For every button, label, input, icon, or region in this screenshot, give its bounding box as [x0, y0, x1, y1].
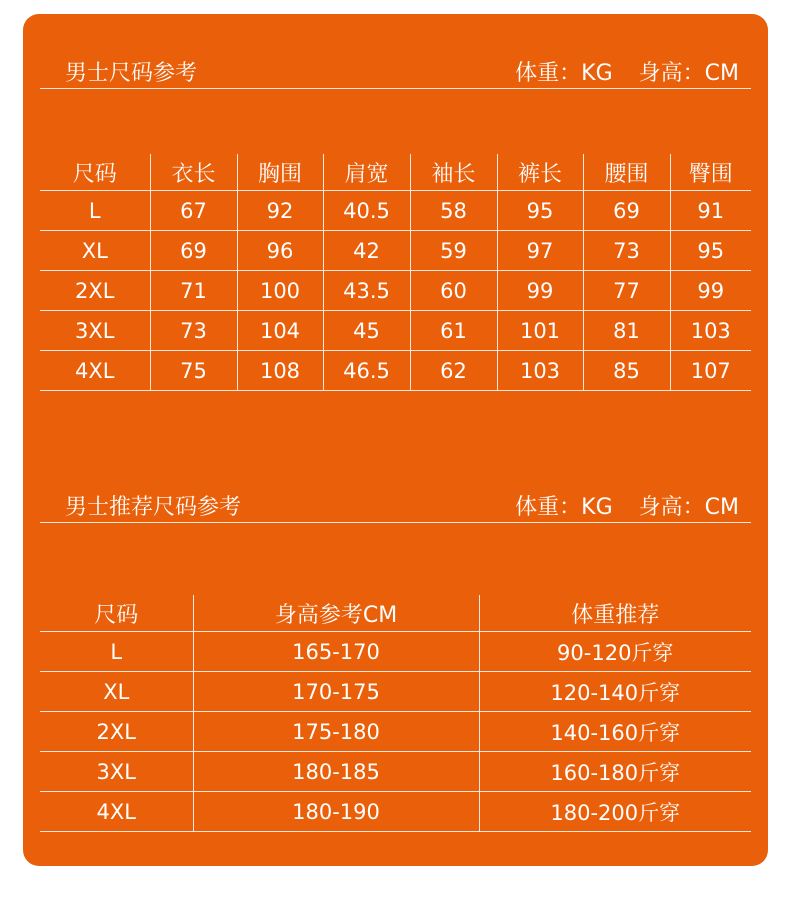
table-cell: 99: [670, 271, 751, 311]
size-chart-title: 男士尺码参考: [65, 61, 198, 86]
table-cell: 69: [583, 191, 670, 231]
table-cell: 43.5: [323, 271, 410, 311]
column-header: 肩宽: [323, 154, 410, 191]
recommend-chart-title: 男士推荐尺码参考: [65, 495, 242, 520]
table-cell: 108: [237, 351, 323, 391]
size-table: [40, 154, 751, 391]
table-cell: 77: [583, 271, 670, 311]
table-cell: 103: [497, 351, 583, 391]
column-header: 体重推荐: [479, 595, 751, 632]
column-header: 胸围: [237, 154, 323, 191]
table-cell: 75: [150, 351, 237, 391]
table-cell: 59: [410, 231, 497, 271]
table-row: [40, 231, 751, 271]
table-row: [40, 752, 751, 792]
unit-weight: 体重：KG: [515, 61, 613, 86]
recommend-table: [40, 595, 751, 832]
table-row: [40, 311, 751, 351]
table-cell: 73: [150, 311, 237, 351]
column-header: 衣长: [150, 154, 237, 191]
unit-height: 身高：CM: [638, 495, 739, 520]
table-cell: 180-190: [193, 792, 479, 832]
column-header: 尺码: [40, 154, 150, 191]
unit-height: 身高：CM: [638, 61, 739, 86]
table-cell: 107: [670, 351, 751, 391]
column-header: 尺码: [40, 595, 193, 632]
table-cell: 58: [410, 191, 497, 231]
table-row: [40, 632, 751, 672]
table-cell: 99: [497, 271, 583, 311]
table-cell: 103: [670, 311, 751, 351]
table-cell: 61: [410, 311, 497, 351]
size-label-cell: 2XL: [40, 712, 193, 752]
table-row: [40, 191, 751, 231]
table-cell: 95: [497, 191, 583, 231]
table-cell: 91: [670, 191, 751, 231]
table-cell: 42: [323, 231, 410, 271]
recommend-chart-units: [515, 490, 739, 521]
table-cell: 60: [410, 271, 497, 311]
table-row: [40, 351, 751, 391]
recommend-chart-header: [40, 486, 751, 523]
column-header: 臀围: [670, 154, 751, 191]
table-cell: 90-120斤穿: [479, 632, 751, 672]
table-row: [40, 672, 751, 712]
table-cell: 67: [150, 191, 237, 231]
table-cell: 45: [323, 311, 410, 351]
table-cell: 140-160斤穿: [479, 712, 751, 752]
table-cell: 160-180斤穿: [479, 752, 751, 792]
table-cell: 175-180: [193, 712, 479, 752]
unit-weight: 体重：KG: [515, 495, 613, 520]
column-header: 袖长: [410, 154, 497, 191]
size-guide-card: [23, 14, 768, 866]
table-cell: 101: [497, 311, 583, 351]
table-cell: 69: [150, 231, 237, 271]
column-header: 身高参考CM: [193, 595, 479, 632]
table-row: [40, 271, 751, 311]
table-cell: 73: [583, 231, 670, 271]
table-cell: 71: [150, 271, 237, 311]
table-cell: 120-140斤穿: [479, 672, 751, 712]
table-row: [40, 712, 751, 752]
size-chart-header: [40, 52, 751, 89]
table-cell: 180-185: [193, 752, 479, 792]
table-cell: 104: [237, 311, 323, 351]
table-cell: 180-200斤穿: [479, 792, 751, 832]
table-cell: 97: [497, 231, 583, 271]
table-cell: 165-170: [193, 632, 479, 672]
size-label-cell: 2XL: [40, 271, 150, 311]
table-cell: 62: [410, 351, 497, 391]
size-label-cell: 3XL: [40, 311, 150, 351]
size-label-cell: 4XL: [40, 792, 193, 832]
table-cell: 46.5: [323, 351, 410, 391]
table-cell: 81: [583, 311, 670, 351]
table-cell: 170-175: [193, 672, 479, 712]
table-cell: 95: [670, 231, 751, 271]
size-chart-units: [515, 56, 739, 87]
column-header: 裤长: [497, 154, 583, 191]
table-cell: 40.5: [323, 191, 410, 231]
table-cell: 96: [237, 231, 323, 271]
size-label-cell: 4XL: [40, 351, 150, 391]
table-cell: 92: [237, 191, 323, 231]
column-header: 腰围: [583, 154, 670, 191]
table-cell: 85: [583, 351, 670, 391]
size-label-cell: 3XL: [40, 752, 193, 792]
table-header-row: [40, 595, 751, 632]
table-row: [40, 792, 751, 832]
size-label-cell: XL: [40, 231, 150, 271]
size-label-cell: XL: [40, 672, 193, 712]
size-label-cell: L: [40, 632, 193, 672]
table-cell: 100: [237, 271, 323, 311]
size-label-cell: L: [40, 191, 150, 231]
table-header-row: [40, 154, 751, 191]
